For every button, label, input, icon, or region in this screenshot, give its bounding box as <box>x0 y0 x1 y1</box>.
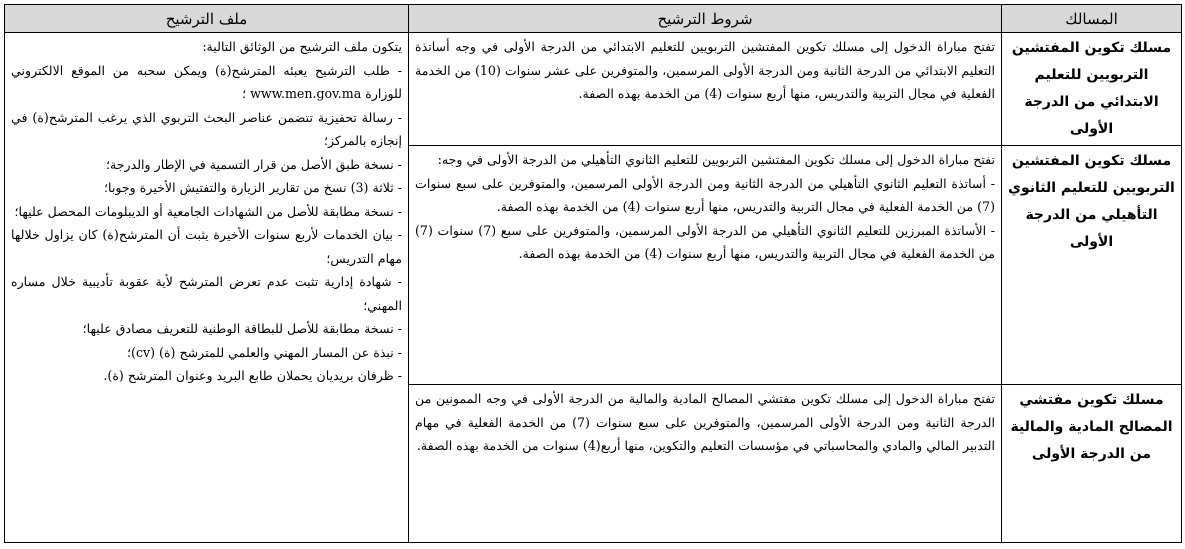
condition-paragraph: - أساتذة التعليم الثانوي التأهيلي من الدرجة الثانية ومن الدرجة الأولى المرسمين، والمتوفرين على سبع سنوات (7) من الخدمة الفعلية في مجال التربية والتدريس، منها أربع سنوات (4) من الخدمة بهذه الصفة. <box>415 175 995 214</box>
condition-paragraph: - الأساتذة المبرزين للتعليم الثانوي التأهيلي من الدرجة الأولى المرسمين، والمتوفرين على سبع (7) سنوات (7) من الخدمة الفعلية في مجال التربية والتدريس، منها أربع سنوات (4) من الخدمة بهذه الصفة. <box>415 222 996 261</box>
track-primary-inspectors: مسلك تكوين المفتشين التربويين للتعليم الابتدائي من الدرجة الأولى <box>1002 33 1182 146</box>
conditions-primary <box>409 33 1002 146</box>
file-item: - شهادة إدارية تثبت عدم تعرض المترشح لأية عقوبة تأديبية خلال مساره المهني؛ <box>11 274 402 313</box>
file-item: - رسالة تحفيزية تتضمن عناصر البحث التربوي الذي يرغب المترشح(ة) في إنجازه بالمركز؛ <box>11 109 402 148</box>
file-item: - نسخة مطابقة للأصل للبطاقة الوطنية للتعريف مصادق عليها؛ <box>82 321 402 336</box>
file-item: - ظرفان بريديان يحملان طابع البريد وعنوان المترشح (ة). <box>103 368 402 383</box>
table-row <box>5 33 1182 146</box>
track-material-financial-inspectors: مسلك تكوين مفتشي المصالح المادية والمالية من الدرجة الأولى <box>1002 385 1182 543</box>
track-secondary-inspectors: مسلك تكوين المفتشين التربويين للتعليم الثانوي التأهيلي من الدرجة الأولى <box>1002 146 1182 385</box>
header-row <box>5 5 1182 33</box>
file-item: - طلب الترشيح يعبئه المترشح(ة) ويمكن سحبه من الموقع الالكتروني للوزارة www.men.gov.ma ؛ <box>11 62 402 101</box>
conditions-secondary <box>409 146 1002 385</box>
file-item: - نسخة طبق الأصل من قرار التسمية في الإطار والدرجة؛ <box>105 156 402 172</box>
header-file: ملف الترشيح <box>5 5 409 33</box>
candidacy-table <box>4 4 1182 543</box>
condition-paragraph: تفتح مباراة الدخول إلى مسلك تكوين المفتشين التربويين للتعليم الابتدائي من الدرجة الأولى في وجه أساتذة التعليم الابتدائي من الدرجة الثانية ومن الدرجة الأولى المرسمين، والمتوفرين على عشر سنوات (10) من الخدمة الفعلية في مجال التربية والتدريس، منها أربع سنوات (4) من الخدمة بهذه الصفة. <box>415 39 995 101</box>
ministry-url[interactable]: www.men.gov.ma <box>250 86 362 101</box>
header-conditions: شروط الترشيح <box>409 5 1002 33</box>
header-tracks: المسالك <box>1002 5 1182 33</box>
condition-paragraph: تفتح مباراة الدخول إلى مسلك تكوين المفتشين التربويين للتعليم الثانوي التأهيلي من الدرجة الأولى في وجه: <box>437 152 995 167</box>
file-item: - بيان الخدمات لأربع سنوات الأخيرة يثبت أن المترشح(ة) كان يزاول خلالها مهام التدريس؛ <box>11 227 402 266</box>
file-item: - نسخة مطابقة للأصل من الشهادات الجامعية أو الديبلومات المحصل عليها؛ <box>14 203 402 219</box>
conditions-material-financial <box>409 385 1002 543</box>
file-item: - ثلاثة (3) نسخ من تقارير الزيارة والتفتيش الأخيرة وجوبا؛ <box>104 180 402 195</box>
candidacy-file <box>5 33 409 543</box>
file-item: - نبذة عن المسار المهني والعلمي للمترشح (ة) (cv)؛ <box>127 344 402 360</box>
condition-paragraph: تفتح مباراة الدخول إلى مسلك تكوين مفتشي المصالح المادية والمالية من الدرجة الأولى في وجه الممونين من الدرجة الثانية ومن الدرجة الأولى المرسمين، والمتوفرين على سبع سنوات (7) من الخدمة الفعلية في مهام التدبير المالي والمادي والمحاسباتي في مؤسسات التعليم والتكوين، منها أربع(4) سنوات من الخدمة بهذه الصفة. <box>415 391 995 453</box>
file-intro: يتكون ملف الترشيح من الوثائق التالية: <box>202 39 402 54</box>
